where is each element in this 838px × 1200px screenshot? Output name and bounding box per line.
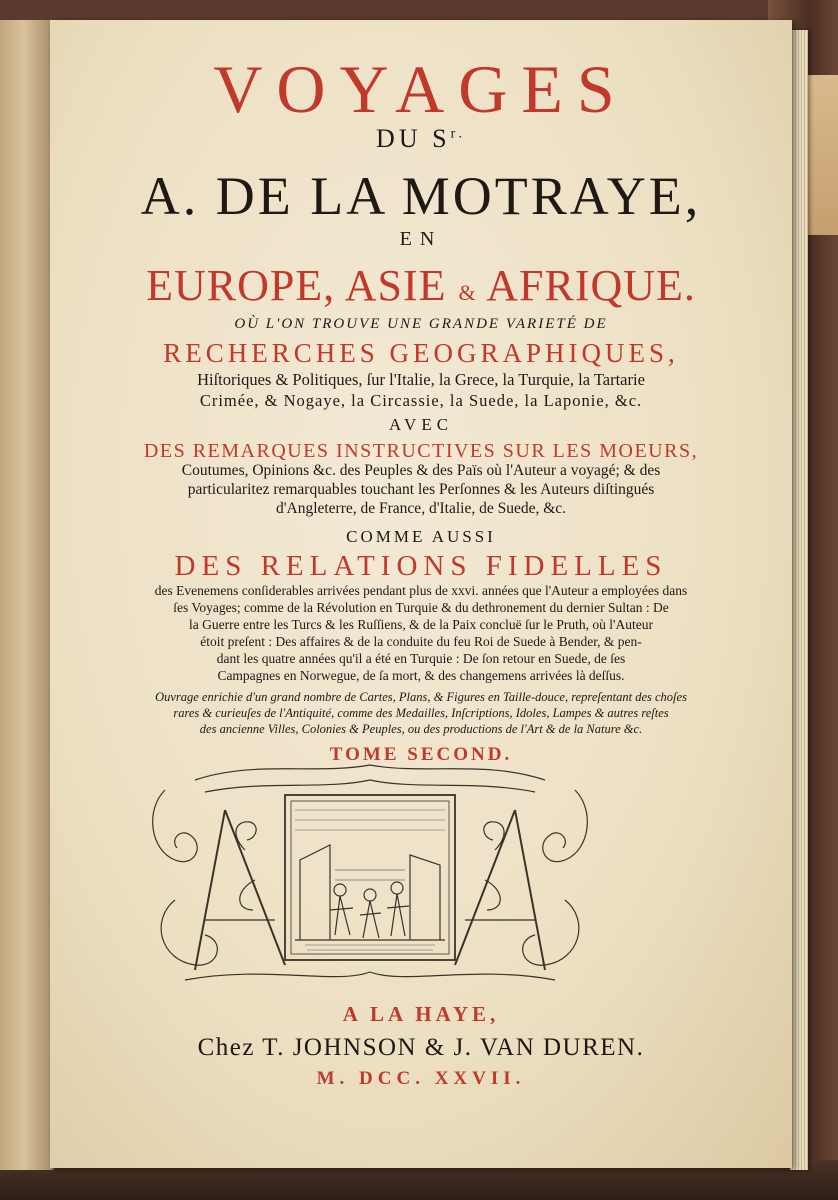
subtitle-recherches-line-2: Crimée, & Nogaye, la Circassie, la Suede, la Laponie, &c. [199,391,643,410]
title-page [50,20,792,1168]
engraved-title-vignette-icon [135,750,605,995]
subtitle-ou-line: OÙ L'ON TROUVE UNE GRANDE VARIETÉ DE [234,316,608,332]
vignette-svg [135,750,605,995]
subtitle-remarques-line-1: Coutumes, Opinions &c. des Peuples & des Païs où l'Auteur a voyagé; & des [181,462,661,479]
title-du-text: DU S [376,124,451,153]
imprint-publisher: Chez T. JOHNSON & J. VAN DUREN. [197,1034,645,1061]
title-du [50,124,792,154]
page-edges [790,30,808,1170]
book-binding-left [0,20,54,1170]
title-regions-end: AFRIQUE. [486,261,696,310]
subtitle-relations: DES RELATIONS FIDELLES [174,550,668,582]
title-du-sup: r. [450,126,466,142]
subtitle-recherches-line-1: Hiſtoriques & Politiques, ſur l'Italie, la Grece, la Turquie, la Tartarie [197,370,645,389]
subtitle-relations-line-1: des Evenemens conſiderables arrivées pendant plus de xxvi. années que l'Auteur a employées dans [154,583,688,598]
subtitle-comme-aussi: COMME AUSSI [346,527,496,546]
imprint-year: M. DCC. XXVII. [316,1068,526,1089]
subtitle-remarques-line-3: d'Angleterre, de France, d'Italie, de Suede, &c. [275,500,567,517]
title-regions-amp: & [458,280,477,305]
tome-label: TOME SECOND. [329,744,513,765]
subtitle-relations-line-4: étoit preſent : Des affaires & de la conduite du feu Roi de Suede à Bender, & pen- [200,634,642,649]
subtitle-relations-line-2: ſes Voyages; comme de la Révolution en Turquie & du dethronement du dernier Sultan : De [173,600,669,615]
subtitle-ouvrage-line-3: des ancienne Villes, Colonies & Peuples, ou des productions de l'Art & de la Nature &c. [199,722,643,736]
imprint-city: A LA HAYE, [342,1002,500,1026]
title-regions [50,260,792,311]
subtitle-recherches: RECHERCHES GEOGRAPHIQUES, [163,338,679,368]
title-author: A. DE LA MOTRAYE, [140,166,702,226]
subtitle-relations-line-6: Campagnes en Norwegue, de ſa mort, & des changemens arrivées là deſſus. [217,668,625,683]
title-voyages: VOYAGES [213,51,629,127]
title-regions-text: EUROPE, ASIE [146,261,447,310]
subtitle-avec: AVEC [388,415,454,434]
subtitle-relations-line-3: la Guerre entre les Turcs & les Ruſſiens, & de la Paix concluë ſur le Pruth, où l'Auteur [189,617,653,632]
subtitle-ouvrage-line-2: rares & curieuſes de l'Antiquité, comme des Medailles, Inſcriptions, Idoles, Lampes & autres reſtes [173,706,669,720]
subtitle-relations-line-5: dant les quatre années qu'il a été en Turquie : De ſon retour en Suede, de ſes [216,651,626,666]
subtitle-remarques-line-2: particularitez remarquables touchant les Perſonnes & les Auteurs diſtingués [187,481,655,498]
title-en: EN [399,228,443,250]
subtitle-ouvrage-line-1: Ouvrage enrichie d'un grand nombre de Cartes, Plans, & Figures en Taille-douce, repreſentant des choſes [155,690,687,704]
subtitle-remarques: DES REMARQUES INSTRUCTIVES SUR LES MOEURS, [143,440,699,462]
